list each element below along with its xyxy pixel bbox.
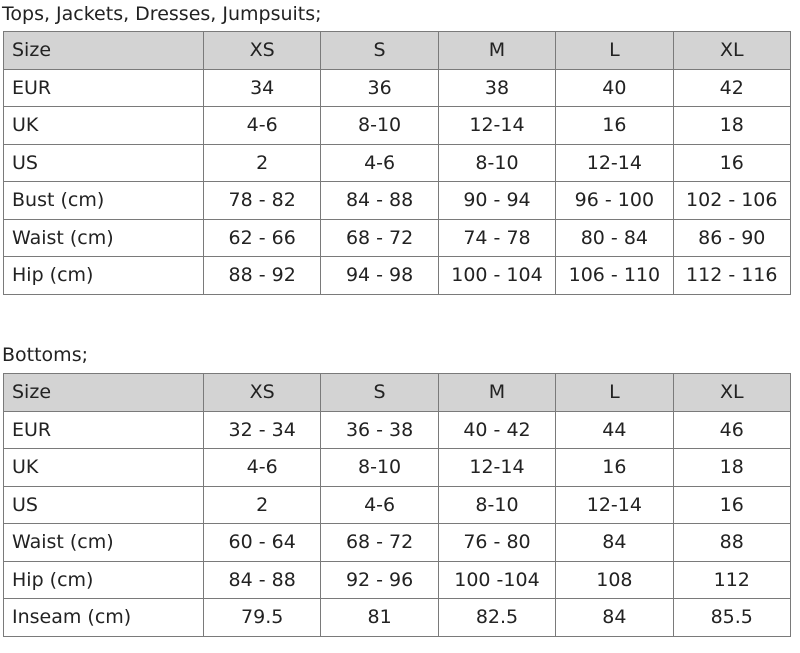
table-cell: 36 xyxy=(321,69,438,107)
table-row-us xyxy=(4,144,791,182)
table-cell: 8-10 xyxy=(321,449,438,487)
table-cell: 12-14 xyxy=(438,107,555,145)
table-cell: 88 xyxy=(673,524,790,562)
header-cell-m: M xyxy=(438,374,555,412)
table-cell: 78 - 82 xyxy=(204,182,321,220)
header-cell-l: L xyxy=(556,374,673,412)
table-row-uk xyxy=(4,107,791,145)
table-row-hip xyxy=(4,257,791,295)
table-cell: 42 xyxy=(673,69,790,107)
table-row-uk xyxy=(4,449,791,487)
table-cell: 96 - 100 xyxy=(556,182,673,220)
table-cell: 100 -104 xyxy=(438,561,555,599)
row-label: EUR xyxy=(4,411,204,449)
table-cell: 84 - 88 xyxy=(204,561,321,599)
table-cell: 8-10 xyxy=(438,144,555,182)
table-cell: 90 - 94 xyxy=(438,182,555,220)
row-label: EUR xyxy=(4,69,204,107)
table-cell: 76 - 80 xyxy=(438,524,555,562)
table-cell: 40 xyxy=(556,69,673,107)
table-cell: 102 - 106 xyxy=(673,182,790,220)
table-row-eur xyxy=(4,411,791,449)
table-cell: 88 - 92 xyxy=(204,257,321,295)
table-cell: 84 - 88 xyxy=(321,182,438,220)
table-row-inseam xyxy=(4,599,791,637)
table-cell: 46 xyxy=(673,411,790,449)
table-cell: 12-14 xyxy=(438,449,555,487)
row-label: US xyxy=(4,144,204,182)
table-cell: 36 - 38 xyxy=(321,411,438,449)
bottoms-section-title: Bottoms; xyxy=(2,344,88,366)
table-cell: 108 xyxy=(556,561,673,599)
table-cell: 4-6 xyxy=(321,144,438,182)
row-label: UK xyxy=(4,449,204,487)
table-cell: 74 - 78 xyxy=(438,219,555,257)
table-cell: 85.5 xyxy=(673,599,790,637)
row-label: Waist (cm) xyxy=(4,524,204,562)
table-cell: 4-6 xyxy=(321,486,438,524)
header-cell-s: S xyxy=(321,374,438,412)
table-row-waist xyxy=(4,219,791,257)
table-cell: 44 xyxy=(556,411,673,449)
table-cell: 8-10 xyxy=(321,107,438,145)
table-cell: 32 - 34 xyxy=(204,411,321,449)
header-cell-xl: XL xyxy=(673,374,790,412)
table-row-bust xyxy=(4,182,791,220)
table-cell: 16 xyxy=(673,486,790,524)
header-cell-l: L xyxy=(556,32,673,70)
header-cell-s: S xyxy=(321,32,438,70)
header-cell-m: M xyxy=(438,32,555,70)
table-row-eur xyxy=(4,69,791,107)
table-cell: 84 xyxy=(556,599,673,637)
table-cell: 12-14 xyxy=(556,486,673,524)
table-cell: 2 xyxy=(204,486,321,524)
row-label: UK xyxy=(4,107,204,145)
table-cell: 16 xyxy=(673,144,790,182)
row-label: Bust (cm) xyxy=(4,182,204,220)
header-cell-xs: XS xyxy=(204,374,321,412)
table-cell: 60 - 64 xyxy=(204,524,321,562)
table-cell: 40 - 42 xyxy=(438,411,555,449)
header-cell-size: Size xyxy=(4,32,204,70)
tops-section-title: Tops, Jackets, Dresses, Jumpsuits; xyxy=(2,3,322,25)
table-row-hip xyxy=(4,561,791,599)
table-row-us xyxy=(4,486,791,524)
row-label: US xyxy=(4,486,204,524)
table-cell: 86 - 90 xyxy=(673,219,790,257)
table-cell: 79.5 xyxy=(204,599,321,637)
table-cell: 12-14 xyxy=(556,144,673,182)
table-cell: 16 xyxy=(556,107,673,145)
table-cell: 112 xyxy=(673,561,790,599)
row-label: Inseam (cm) xyxy=(4,599,204,637)
row-label: Hip (cm) xyxy=(4,561,204,599)
table-cell: 112 - 116 xyxy=(673,257,790,295)
table-cell: 68 - 72 xyxy=(321,524,438,562)
header-cell-size: Size xyxy=(4,374,204,412)
table-cell: 94 - 98 xyxy=(321,257,438,295)
table-cell: 16 xyxy=(556,449,673,487)
table-cell: 8-10 xyxy=(438,486,555,524)
table-cell: 2 xyxy=(204,144,321,182)
table-header-row xyxy=(4,32,791,70)
table-cell: 34 xyxy=(204,69,321,107)
table-row-waist xyxy=(4,524,791,562)
table-cell: 18 xyxy=(673,449,790,487)
table-cell: 81 xyxy=(321,599,438,637)
table-header-row xyxy=(4,374,791,412)
table-cell: 84 xyxy=(556,524,673,562)
row-label: Hip (cm) xyxy=(4,257,204,295)
table-cell: 4-6 xyxy=(204,449,321,487)
table-cell: 38 xyxy=(438,69,555,107)
row-label: Waist (cm) xyxy=(4,219,204,257)
tops-size-table xyxy=(3,31,791,295)
header-cell-xs: XS xyxy=(204,32,321,70)
table-cell: 80 - 84 xyxy=(556,219,673,257)
table-cell: 62 - 66 xyxy=(204,219,321,257)
bottoms-size-table xyxy=(3,373,791,637)
table-cell: 100 - 104 xyxy=(438,257,555,295)
table-cell: 68 - 72 xyxy=(321,219,438,257)
table-cell: 82.5 xyxy=(438,599,555,637)
table-cell: 18 xyxy=(673,107,790,145)
header-cell-xl: XL xyxy=(673,32,790,70)
table-cell: 92 - 96 xyxy=(321,561,438,599)
table-cell: 106 - 110 xyxy=(556,257,673,295)
table-cell: 4-6 xyxy=(204,107,321,145)
